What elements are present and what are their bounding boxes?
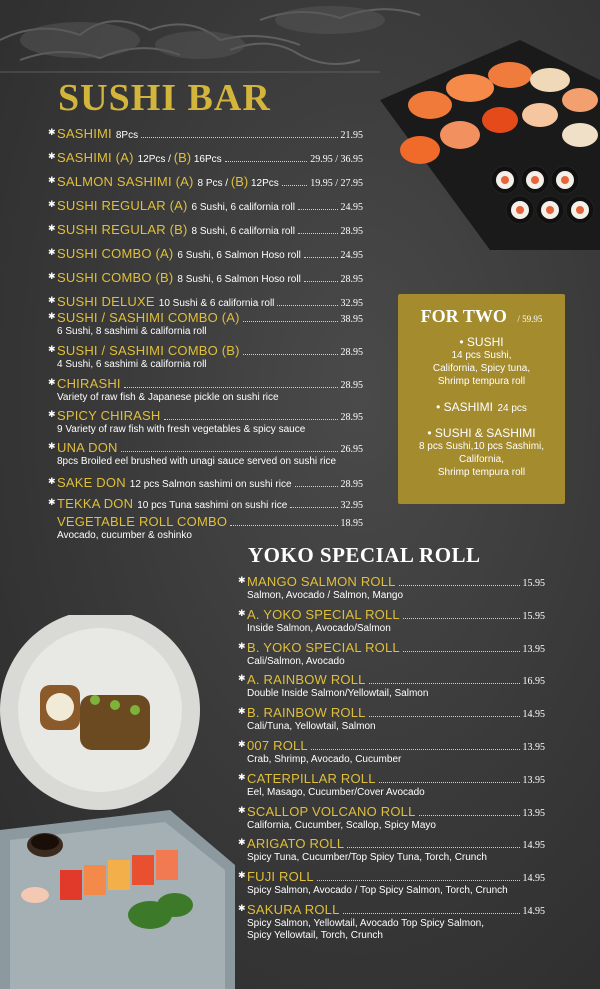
menu-item — [48, 496, 363, 511]
item-name: 007 ROLL — [247, 738, 308, 753]
item-name: SUSHI / SASHIMI COMBO (B) — [57, 343, 240, 358]
item-price: 15.95 — [522, 610, 545, 622]
special-roll-item — [238, 606, 545, 635]
item-name: FUJI ROLL — [247, 869, 314, 885]
special-roll-item — [238, 902, 545, 942]
dot-leader — [369, 716, 520, 717]
dot-leader — [379, 782, 520, 783]
dot-leader — [124, 387, 338, 388]
item-name: A. RAINBOW ROLL — [247, 672, 366, 688]
menu-item — [48, 376, 363, 404]
dot-leader — [317, 880, 520, 881]
item-price: 18.95 — [340, 518, 363, 529]
item-price: 32.95 — [340, 500, 363, 511]
bullet-icon: ✱ — [48, 441, 56, 451]
dot-leader — [311, 749, 520, 750]
item-description: Cali/Tuna, Yellowtail, Salmon — [247, 721, 376, 733]
dot-leader — [403, 651, 520, 652]
bullet-icon: ✱ — [238, 870, 246, 881]
item-price: 28.95 — [340, 226, 363, 237]
dot-leader — [304, 257, 338, 258]
item-detail: 8Pcs — [115, 130, 139, 141]
menu-item — [57, 514, 363, 542]
item-name: SUSHI / SASHIMI COMBO (A) — [57, 310, 240, 325]
item-name: SAKE DON — [57, 475, 126, 490]
dot-leader — [295, 486, 338, 487]
dot-leader — [298, 233, 338, 234]
item-description: 4 Sushi, 6 sashimi & california roll — [57, 359, 207, 370]
for-two-item-name: • SUSHI & SASHIMI — [427, 426, 536, 440]
item-name: SUSHI COMBO (A) — [57, 246, 174, 261]
item-description: Spicy Tuna, Cucumber/Top Spicy Tuna, Torch, Crunch — [247, 852, 487, 864]
item-price: 13.95 — [522, 774, 545, 786]
dot-leader — [243, 321, 338, 322]
special-roll-item — [238, 836, 545, 864]
for-two-item-name: • SUSHI — [459, 335, 504, 349]
item-price: 28.95 — [340, 380, 363, 391]
for-two-item-name: • SASHIMI — [436, 400, 493, 414]
item-price: 21.95 — [340, 130, 363, 141]
dot-leader — [230, 525, 337, 526]
bullet-icon: ✱ — [238, 804, 246, 815]
dot-leader — [225, 161, 308, 162]
item-detail: 10 pcs Tuna sashimi on sushi rice — [137, 500, 288, 511]
item-name: SASHIMI (A) — [57, 150, 134, 165]
for-two-item — [398, 335, 565, 388]
special-roll-item — [238, 738, 545, 766]
item-name: CHIRASHI — [57, 376, 121, 391]
item-detail: 6 Sushi, 6 california roll — [191, 202, 295, 213]
menu-item — [48, 343, 363, 371]
menu-item — [48, 246, 363, 261]
dot-leader — [277, 305, 337, 306]
item-price: 24.95 — [340, 202, 363, 213]
bullet-icon: ✱ — [238, 575, 246, 585]
menu-item — [48, 310, 363, 338]
menu-item — [48, 408, 363, 436]
special-roll-item — [238, 869, 545, 897]
item-price: 13.95 — [522, 742, 545, 753]
bullet-icon: ✱ — [48, 344, 56, 354]
item-price: 14.95 — [522, 840, 545, 852]
item-price: 38.95 — [340, 314, 363, 325]
special-roll-item — [238, 705, 545, 733]
dot-leader — [298, 209, 338, 210]
dot-leader — [347, 847, 519, 848]
special-roll-item — [238, 803, 545, 832]
special-roll-item — [238, 770, 545, 799]
special-roll-title: YOKO SPECIAL ROLL — [248, 543, 481, 567]
item-description: California, Cucumber, Scallop, Spicy Mayo — [247, 819, 436, 831]
dot-leader — [141, 137, 337, 138]
dot-leader — [121, 451, 338, 452]
item-detail: 12 pcs Salmon sashimi on sushi rice — [129, 479, 292, 490]
menu-item — [48, 174, 363, 189]
for-two-item — [398, 426, 565, 479]
menu-item — [48, 270, 363, 285]
item-price: 14.95 — [522, 873, 545, 885]
item-description: Cali/Salmon, Avocado — [247, 655, 345, 667]
item-name: A. YOKO SPECIAL ROLL — [247, 606, 400, 622]
item-description: Avocado, cucumber & oshinko — [57, 530, 192, 541]
item-name: SUSHI REGULAR (B) — [57, 222, 188, 237]
item-price: 28.95 — [340, 274, 363, 285]
item-price: 28.95 — [340, 412, 363, 423]
bullet-icon: ✱ — [238, 640, 246, 651]
menu-item — [48, 126, 363, 141]
bullet-icon: ✱ — [48, 409, 56, 419]
bullet-icon: ✱ — [238, 607, 246, 618]
item-description: 8pcs Broiled eel brushed with unagi sauce served on sushi rice — [57, 456, 337, 467]
bullet-icon: ✱ — [48, 127, 56, 137]
dot-leader — [282, 185, 307, 186]
item-description: 9 Variety of raw fish with fresh vegetables & spicy sauce — [57, 424, 306, 435]
for-two-title: FOR TWO — [420, 306, 507, 326]
for-two-item-desc: 8 pcs Sushi,10 pcs Sashimi, California, Shrimp tempura roll — [418, 441, 545, 478]
item-description: 6 Sushi, 8 sashimi & california roll — [57, 326, 207, 337]
item-price: 16.95 — [522, 676, 545, 688]
bullet-icon: ✱ — [48, 311, 56, 321]
bullet-icon: ✱ — [238, 771, 246, 782]
item-name: SALMON SASHIMI (A) — [57, 174, 194, 189]
for-two-item-detail: 24 pcs — [497, 403, 527, 414]
item-detail: 6 Sushi, 6 Salmon Hoso roll — [177, 250, 301, 261]
item-name: B. RAINBOW ROLL — [247, 705, 366, 721]
dot-leader — [164, 419, 338, 420]
for-two-panel — [398, 294, 565, 504]
dot-leader — [399, 585, 520, 586]
item-description: Double Inside Salmon/Yellowtail, Salmon — [247, 688, 429, 700]
item-description: Variety of raw fish & Japanese pickle on sushi rice — [57, 392, 279, 403]
special-roll-item — [238, 639, 545, 668]
bullet-icon: ✱ — [48, 476, 56, 486]
item-description: Salmon, Avocado / Salmon, Mango — [247, 590, 404, 601]
item-name: UNA DON — [57, 440, 118, 455]
item-name: MANGO SALMON ROLL — [247, 574, 396, 589]
dot-leader — [403, 618, 520, 619]
bullet-icon: ✱ — [48, 377, 56, 387]
item-price: 29.95 / 36.95 — [310, 154, 363, 165]
item-price: 14.95 — [522, 906, 545, 917]
page-title: SUSHI BAR — [58, 77, 271, 119]
item-description: Spicy Salmon, Yellowtail, Avocado Top Spicy Salmon, Spicy Yellowtail, Torch, Crunch — [247, 918, 484, 941]
bullet-icon: ✱ — [48, 223, 56, 233]
item-price: 13.95 — [522, 643, 545, 655]
menu-item — [48, 475, 363, 490]
dot-leader — [419, 815, 520, 816]
item-detail: 8 Sushi, 6 Salmon Hoso roll — [177, 274, 301, 285]
bullet-icon: ✱ — [238, 739, 246, 749]
item-price: 32.95 — [340, 298, 363, 309]
bullet-icon: ✱ — [48, 271, 56, 281]
item-name: SUSHI DELUXE — [57, 294, 155, 309]
item-description: Inside Salmon, Avocado/Salmon — [247, 622, 391, 634]
menu-item — [48, 198, 363, 213]
item-price: 13.95 — [522, 807, 545, 819]
item-description: Eel, Masago, Cucumber/Cover Avocado — [247, 786, 425, 798]
item-name: SPICY CHIRASH — [57, 408, 161, 423]
dot-leader — [343, 913, 520, 914]
item-name: SUSHI COMBO (B) — [57, 270, 174, 285]
item-price: 26.95 — [340, 444, 363, 455]
item-name: VEGETABLE ROLL COMBO — [57, 514, 228, 529]
item-name: ARIGATO ROLL — [247, 836, 345, 852]
item-price: 15.95 — [522, 578, 545, 589]
bullet-icon: ✱ — [48, 497, 56, 507]
item-name: SASHIMI — [57, 126, 112, 141]
item-price: 14.95 — [522, 709, 545, 721]
dot-leader — [304, 281, 338, 282]
bullet-icon: ✱ — [238, 837, 246, 848]
item-name: CATERPILLAR ROLL — [247, 770, 376, 786]
menu-item — [48, 222, 363, 237]
bullet-icon: ✱ — [48, 199, 56, 209]
item-name: B. YOKO SPECIAL ROLL — [247, 639, 400, 655]
item-detail: 8 Sushi, 6 california roll — [191, 226, 295, 237]
item-price: 28.95 — [340, 347, 363, 358]
item-detail: 10 Sushi & 6 california roll — [158, 298, 275, 309]
for-two-item-desc: 14 pcs Sushi, California, Spicy tuna, Shrimp tempura roll — [432, 350, 531, 387]
menu-item — [48, 294, 363, 309]
for-two-item — [398, 398, 565, 416]
item-price: 24.95 — [340, 250, 363, 261]
item-name: SCALLOP VOLCANO ROLL — [247, 803, 416, 819]
sushi-platter-image — [360, 40, 600, 250]
for-two-price: / 59.95 — [517, 314, 543, 324]
bullet-icon: ✱ — [238, 903, 246, 913]
menu-item — [48, 440, 363, 468]
item-description: Crab, Shrimp, Avocado, Cucumber — [247, 754, 402, 765]
special-roll-item — [238, 672, 545, 700]
dot-leader — [369, 683, 520, 684]
bullet-icon: ✱ — [48, 175, 56, 185]
bullet-icon: ✱ — [48, 295, 56, 305]
item-name: TEKKA DON — [57, 496, 134, 511]
item-price: 19.95 / 27.95 — [310, 178, 363, 189]
bullet-icon: ✱ — [48, 247, 56, 257]
item-name: SAKURA ROLL — [247, 902, 340, 917]
bullet-icon: ✱ — [48, 151, 56, 161]
dot-leader — [290, 507, 337, 508]
item-name: SUSHI REGULAR (A) — [57, 198, 188, 213]
menu-item — [48, 150, 363, 165]
special-roll-item — [238, 574, 545, 602]
dot-leader — [243, 354, 338, 355]
sushi-plates-image — [0, 615, 235, 989]
item-price: 28.95 — [340, 479, 363, 490]
bullet-icon: ✱ — [238, 673, 246, 684]
item-description: Spicy Salmon, Avocado / Top Spicy Salmon, Torch, Crunch — [247, 885, 508, 897]
bullet-icon: ✱ — [238, 706, 246, 717]
item-detail: 8 Pcs / (B) 12Pcs — [197, 174, 279, 189]
item-detail: 12Pcs / (B) 16Pcs — [137, 150, 222, 165]
